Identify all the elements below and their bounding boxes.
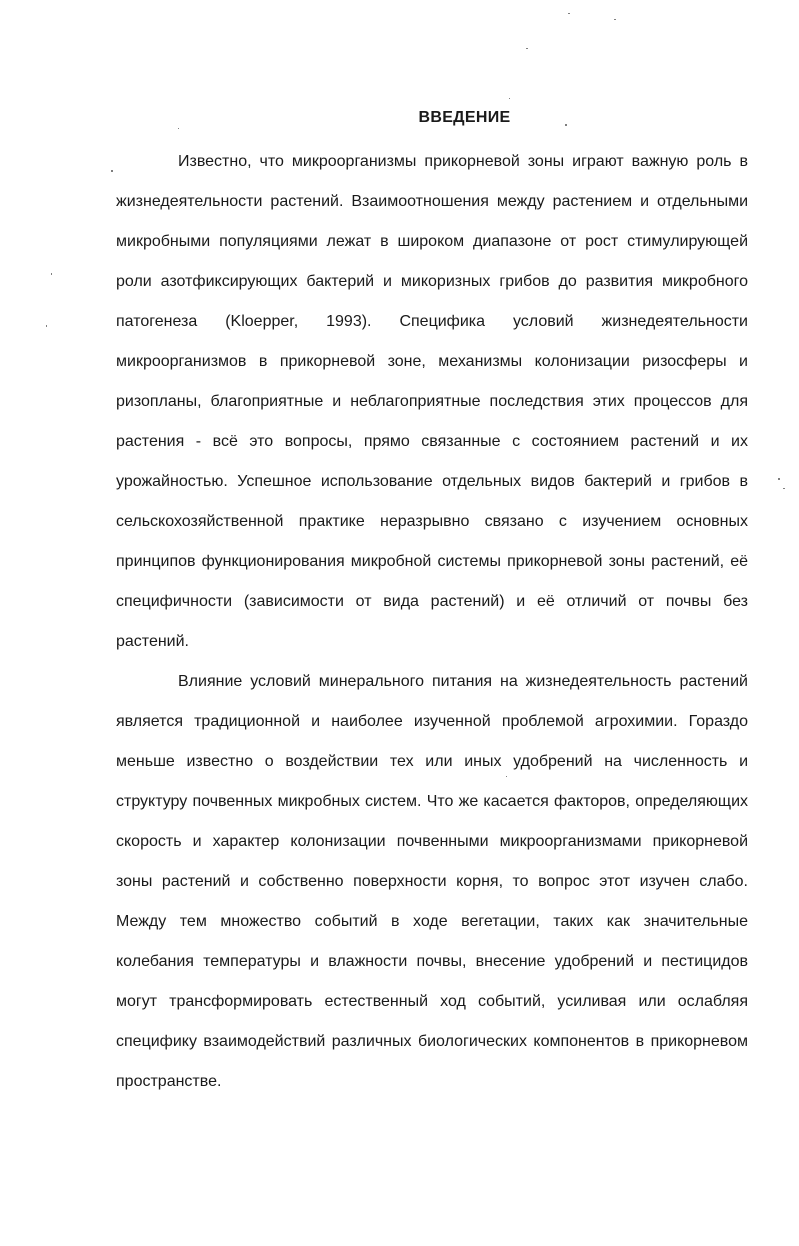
scan-speck <box>506 776 507 777</box>
scan-speck <box>178 128 179 129</box>
scan-speck <box>509 98 510 99</box>
scan-speck <box>783 488 785 489</box>
page-title: ВВЕДЕНИЕ <box>418 109 511 126</box>
scan-speck <box>565 124 567 126</box>
body-text <box>116 142 748 1102</box>
scan-speck <box>526 48 528 49</box>
scan-speck <box>568 13 570 14</box>
scan-speck <box>778 478 780 480</box>
scan-speck <box>46 325 47 327</box>
paragraph-1: Известно, что микроорганизмы прикорневой зоны играют важную роль в жизнедеятельности растений. Взаимоотношения между растением и отдельными микробными популяциями лежат в широком диапазоне от рост стимулирующей роли азотфиксирующих бактерий и микоризных грибов до развития микробного патогенеза (Kloepper, 1993). Специфика условий жизнедеятельности микроорганизмов в прикорневой зоне, механизмы колонизации ризосферы и ризопланы, благоприятные и неблагоприятные последствия этих процессов для растения - всё это вопросы, прямо связанные с состоянием растений и их урожайностью. Успешное использование отдельных видов бактерий и грибов в сельскохозяйственной практике неразрывно связано с изучением основных принципов функционирования микробной системы прикорневой зоны растений, её специфичности (зависимости от вида растений) и её отличий от почвы без растений. <box>116 153 748 650</box>
scan-speck <box>614 19 616 20</box>
paragraph-2: Влияние условий минерального питания на жизнедеятельность растений является традиционной и наиболее изученной проблемой агрохимии. Гораздо меньше известно о воздействии тех или иных удобрений на численность и структуру почвенных микробных систем. Что же касается факторов, определяющих скорость и характер колонизации почвенными микроорганизмами прикорневой зоны растений и собственно поверхности корня, то вопрос этот изучен слабо. Между тем множество событий в ходе вегетации, таких как значительные колебания температуры и влажности почвы, внесение удобрений и пестицидов могут трансформировать естественный ход событий, усиливая или ослабляя специфику взаимодействий различных биологических компонентов в прикорневом пространстве. <box>116 673 748 1090</box>
scan-speck <box>111 170 113 172</box>
scan-speck <box>51 273 52 275</box>
